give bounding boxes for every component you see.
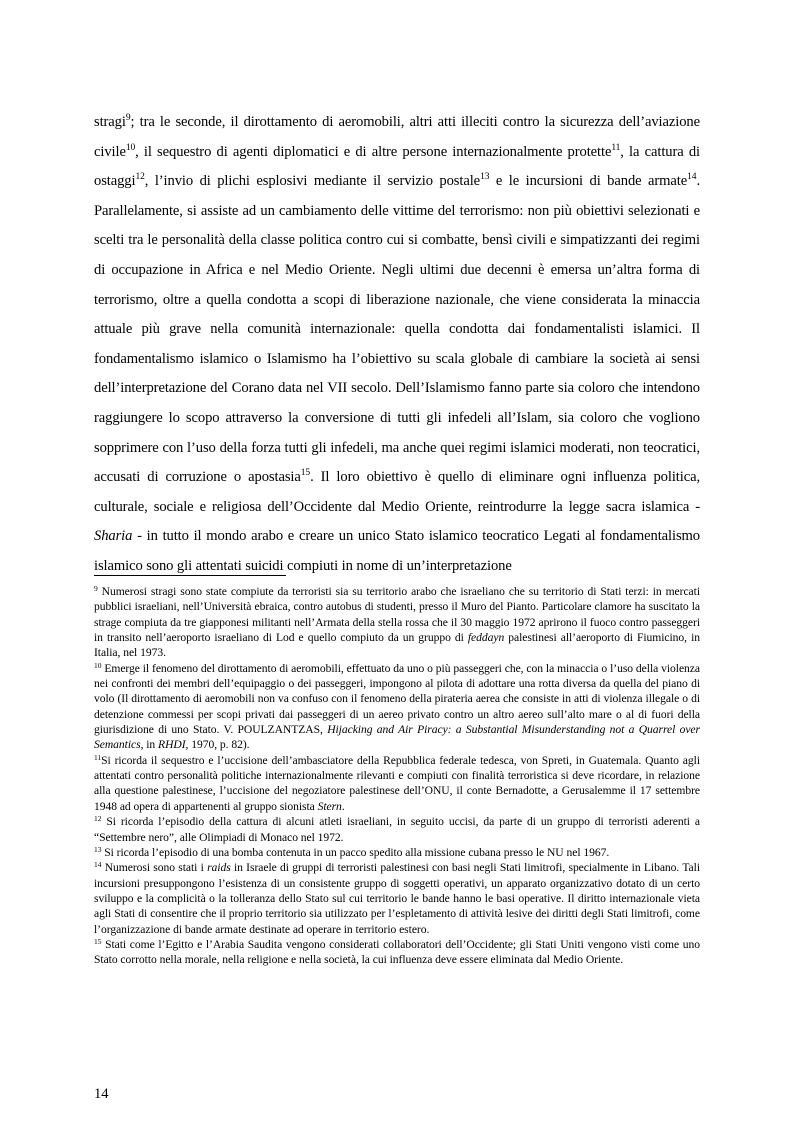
footnote — [94, 753, 700, 814]
text-run: - in tutto il mondo arabo e creare un unico Stato islamico teocratico Legati al fondamentalismo islamico sono gli attentati suicidi compiuti in nome di un’interpretazione — [94, 528, 700, 574]
footnote-reference: 10 — [125, 142, 136, 153]
italic-text: Sharia — [94, 528, 133, 545]
footnote-number: 15 — [94, 936, 102, 946]
text-run: . — [341, 799, 345, 813]
italic-text: RHDI, — [158, 738, 189, 752]
footnote-number: 13 — [94, 844, 102, 854]
text-run: , il sequestro di agenti diplomatici e di altre persone internazionalmente protette — [135, 143, 612, 160]
text-run: Si ricorda l’episodio di una bomba contenuta in un pacco spedito alla missione cubana presso le NU nel 1967. — [101, 845, 610, 859]
text-run: Si ricorda il sequestro e l’uccisione dell’ambasciatore della Repubblica federale tedesca, von Spreti, in Guatemala. Quanto agli attentati contro personalità politiche internazionalmente rilevanti e compiuti con finalità terroristica si deve ricordare, in relazione alla questione palestinese, l’uccisione del negoziatore palestinese dell’ONU, il conte Bernadotte, a Gerusalemme il 17 settembre 1948 ad opera di appartenenti al gruppo sionista — [94, 753, 700, 813]
text-run: palestinesi all’aeroporto di Fiumicino, in Italia, nel 1973. — [94, 631, 700, 660]
body-paragraph — [94, 108, 700, 582]
text-run: Si ricorda l’episodio della cattura di alcuni atleti israeliani, in seguito uccisi, da parte di un gruppo di terroristi aderenti a “Settembre nero”, alle Olimpiadi di Monaco nel 1972. — [94, 815, 700, 844]
footnote-reference: 13 — [480, 172, 490, 183]
italic-text: Stern — [317, 799, 342, 813]
footnote-number: 14 — [94, 860, 102, 870]
footnote-reference: 12 — [135, 172, 145, 183]
footnote-reference: 14 — [687, 172, 697, 183]
footnote-number: 10 — [94, 660, 102, 670]
footnote-separator — [94, 575, 286, 576]
footnote-number: 9 — [94, 584, 98, 593]
text-run: ; tra le seconde, il dirottamento di aeromobili, altri atti illeciti contro la sicurezza dell’aviazione civile — [94, 114, 700, 160]
footnote-reference: 9 — [125, 113, 131, 123]
footnote — [94, 661, 700, 753]
text-run: stragi — [94, 114, 126, 130]
text-run: . Il loro obiettivo è quello di eliminare ogni influenza politica, culturale, sociale e religiosa dell’Occidente dal Medio Oriente, reintrodurre la legge sacra islamica - — [94, 469, 700, 515]
text-run: 1970, p. 82). — [188, 738, 250, 752]
footnote-reference: 11 — [611, 142, 621, 153]
footnote — [94, 814, 700, 845]
footnote — [94, 845, 700, 860]
italic-text: Hijacking and Air Piracy: a Substantial Misunderstanding not a Quarrel over Semantics — [94, 723, 700, 752]
italic-text: raids — [207, 861, 231, 875]
footnote-reference: 15 — [300, 468, 311, 479]
text-run: Numerosi sono stati i — [101, 861, 208, 875]
footnote-number: 11 — [94, 752, 102, 762]
footnote — [94, 860, 700, 937]
text-run: Numerosi stragi sono state compiute da terroristi sia su territorio arabo che israeliano che su territorio di Stati terzi: in mercati pubblici israeliani, nell’Università ebraica, contro autobus di studenti, presso il Muro del Pianto. Particolare clamore ha suscitato la strage compiuta da tre giapponesi militanti nell’Armata della stella rossa che il 30 maggio 1972 aprirono il fuoco contro passeggeri in transito nell’aeroporto israeliano di Lod e quello compiuto da un gruppo di — [94, 585, 700, 645]
text-run: , in — [140, 738, 159, 752]
text-run: , la cattura di ostaggi — [94, 143, 700, 190]
text-run: Emerge il fenomeno del dirottamento di aeromobili, effettuato da uno o più passeggeri che, con la minaccia o l’uso della violenza nei confronti dei membri dell’equipaggio o dei passeggeri, impongono al pilota di adottare una rotta diversa da quella del piano di volo (Il dirottamento di aeromobili non va confuso con il fenomeno della pirateria aerea che consiste in atti di violenza illegale o di detenzione commessi per scopi privati dai passeggeri di un aereo privato contro un altro aereo sull’alto mare o al di fuori della giurisdizione di uno Stato. V. POULZANTZAS, — [94, 661, 700, 737]
footnote — [94, 937, 700, 968]
text-run: in Israele di gruppi di terroristi palestinesi con basi negli Stati limitrofi, specialmente in Libano. Tali incursioni presuppongono l’esistenza di un consistente gruppo di soggetti operativi, un apparato organizzativo dotato di un certo sviluppo e la complicità o la tolleranza dello Stato sul cui territorio le bande hanno le basi operative. Il diritto internazionale vieta agli Stati di consentire che il proprio territorio sia utilizzato per l’espletamento di attività lesive dei diritti degli Stati limitrofi, come l’organizzazione di bande armate destinate ad operare in territorio estero. — [94, 861, 700, 936]
italic-text: feddayn — [467, 631, 505, 645]
text-run: , l’invio di plichi esplosivi mediante il servizio postale — [144, 173, 481, 190]
text-run: Stati come l’Egitto e l’Arabia Saudita vengono considerati collaboratori dell’Occidente; gli Stati Uniti vengono visti come uno Stato corrotto nella morale, nella religione e nella società, la cui influenza deve essere eliminata dal Medio Oriente. — [94, 937, 700, 967]
footnote — [94, 584, 700, 661]
footnote-number: 12 — [94, 814, 102, 824]
page-number: 14 — [94, 1086, 109, 1102]
text-run: . Parallelamente, si assiste ad un cambiamento delle vittime del terrorismo: non più obiettivi selezionati e scelti tra le personalità della classe politica contro cui si combatte, bensì civili e simpatizzanti dei regimi di occupazione in Africa e nel Medio Oriente. Negli ultimi due decenni è emersa un’altra forma di terrorismo, oltre a quella condotta a scopi di liberazione nazionale, che viene considerata la minaccia attuale più grave nella comunità internazionale: quella condotta dai fondamentalisti islamici. Il fondamentalismo islamico o Islamismo ha l’obiettivo su scala globale di cambiare la società ai sensi dell’interpretazione del Corano data nel VII secolo. Dell’Islamismo fanno parte sia coloro che intendono raggiungere lo scopo attraverso la conversione di tutti gli infedeli all’Islam, sia coloro che vogliono sopprimere con l’uso della forza tutti gli infedeli, ma anche quei regimi islamici moderati, non teocratici, accusati di corruzione o apostasia — [94, 173, 700, 486]
footnotes — [94, 584, 700, 968]
text-run: e le incursioni di bande armate — [489, 173, 688, 190]
